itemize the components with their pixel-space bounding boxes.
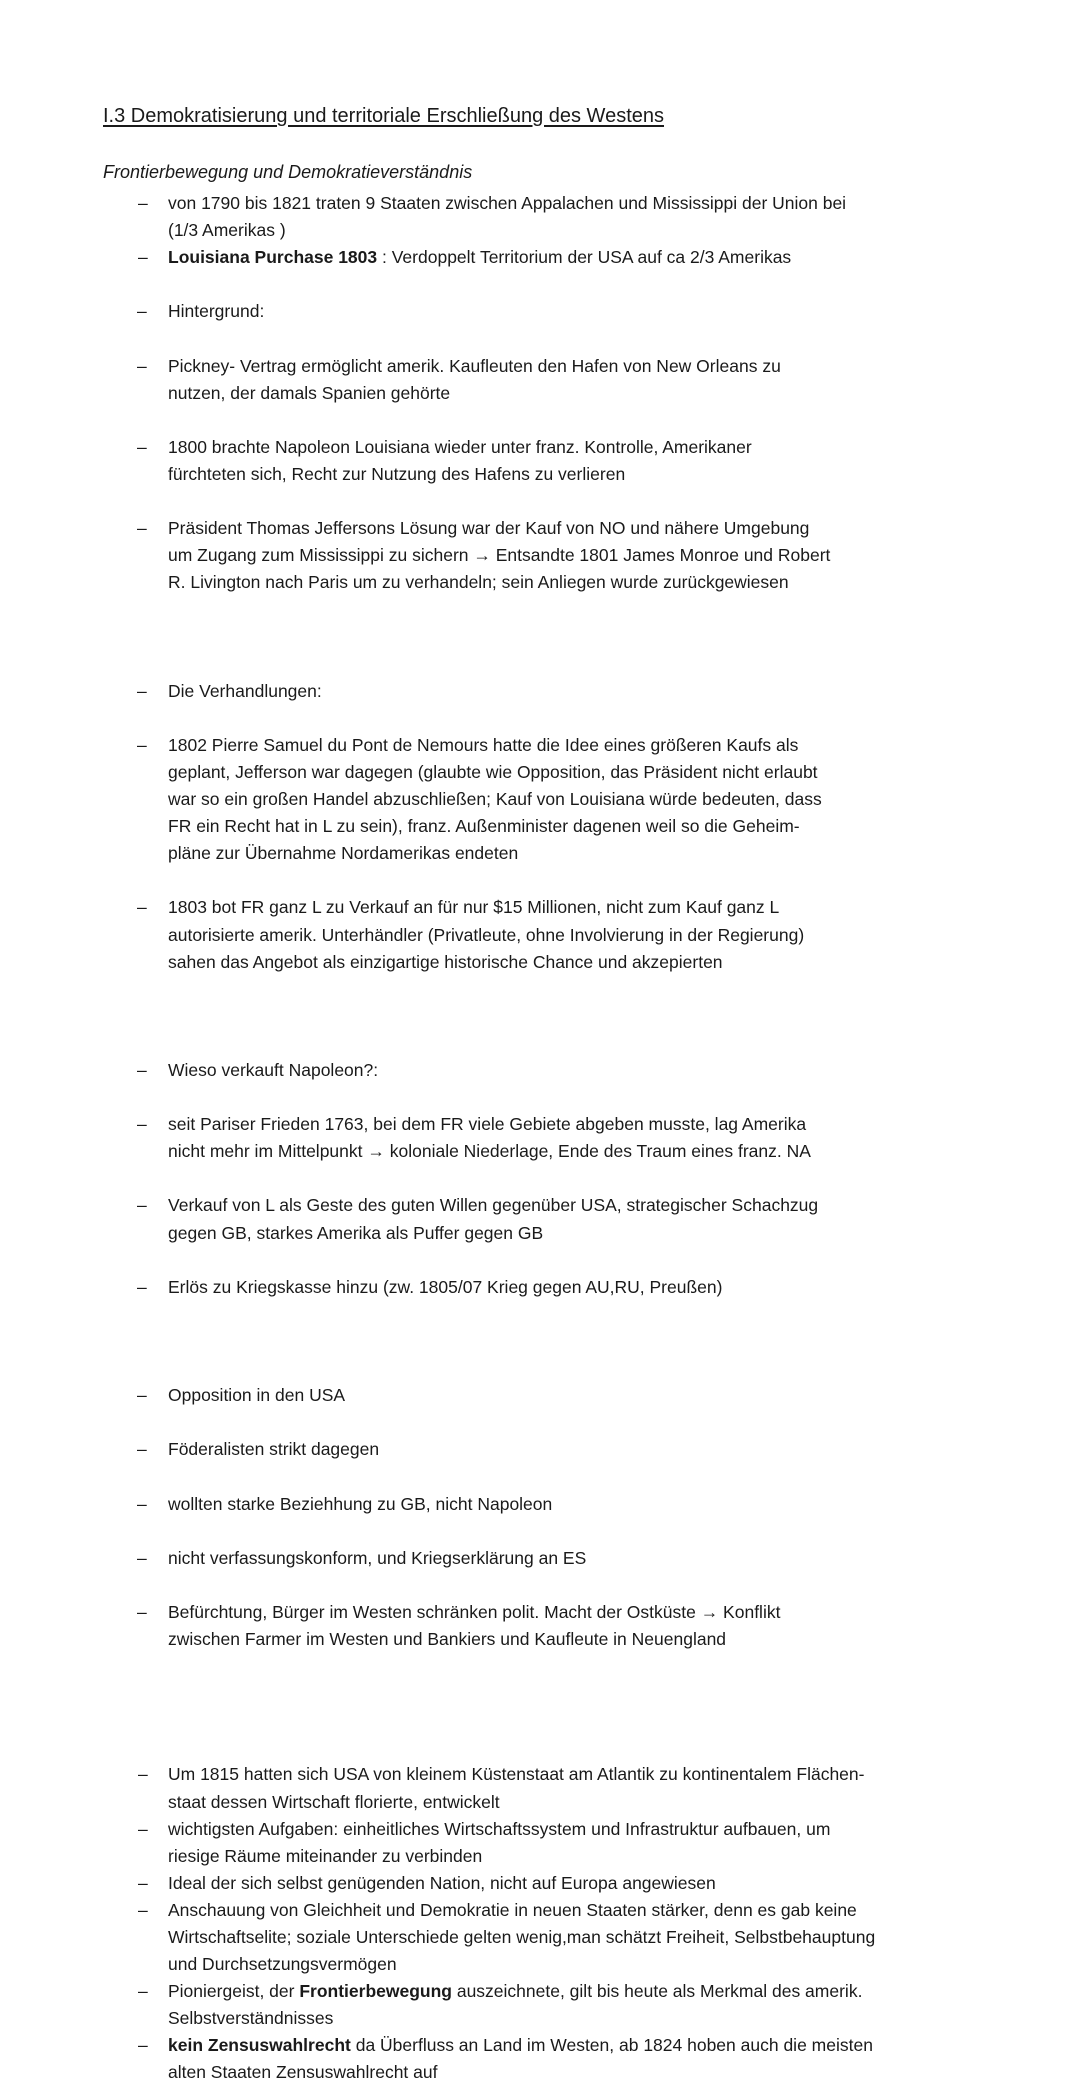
bullet-list-level-3: [137, 1409, 998, 1680]
bullet-list-level-3: [137, 1084, 998, 1328]
bullet-dash: –: [137, 1385, 147, 1406]
bullet-dash: –: [137, 1195, 147, 1216]
bullet-dash: –: [138, 1818, 148, 1839]
bullet-dash: –: [137, 897, 147, 918]
bullet-dash: –: [138, 2035, 148, 2056]
list-item: – wollten starke Beziehhung zu GB, nicht Napoleon: [168, 1491, 998, 1518]
list-item: – Hintergrund: – Pickney- Vertrag ermöglicht amerik. Kaufleuten den Hafen von New Orleans zu nutzen, der damals Spanien gehörte – 1800 brachte Napoleon Louisiana wieder unter franz. Kontrolle, Amerikaner fürchteten sich, Recht zur Nutzung des Hafens zu verlieren – Präsident Thomas Jeffersons Lösung war der Kauf von NO und nähere Umgebung um Zugang zum Mississippi zu sichern → Entsandte 1801 James Monroe und Robert R. Livington nach Paris um zu verhandeln; sein Anliegen wurde zurückgewiesen: [168, 298, 998, 650]
bullet-list-level-2: [137, 271, 998, 1734]
bullet-dash: –: [138, 193, 148, 213]
bullet-dash: –: [137, 734, 147, 755]
bullet-dash: –: [137, 436, 147, 457]
bullet-dash: –: [137, 301, 147, 322]
list-item: – Anschauung von Gleichheit und Demokratie in neuen Staaten stärker, denn es gab keine Wirtschaftselite; soziale Unterschiede gelten wenig,man schätzt Freiheit, Selbstbehauptung und Durchsetzungsvermögen: [168, 1897, 998, 1978]
list-item: – Pickney- Vertrag ermöglicht amerik. Kaufleuten den Hafen von New Orleans zu nutzen, der damals Spanien gehörte: [168, 353, 998, 407]
section-subheading: Frontierbewegung und Demokratieverständnis: [103, 162, 473, 182]
list-item: – Präsident Thomas Jeffersons Lösung war der Kauf von NO und nähere Umgebung um Zugang zum Mississippi zu sichern → Entsandte 1801 James Monroe und Robert R. Livington nach Paris um zu verhandeln; sein Anliegen wurde zurückgewiesen: [168, 515, 998, 596]
bullet-dash: –: [137, 1547, 147, 1568]
bullet-list-level-1: [137, 190, 998, 2087]
list-item: – Verkauf von L als Geste des guten Willen gegenüber USA, strategischer Schachzug gegen GB, starkes Amerika als Puffer gegen GB: [168, 1192, 998, 1246]
bullet-dash: –: [137, 1114, 147, 1135]
list-item: – Ideal der sich selbst genügenden Nation, nicht auf Europa angewiesen: [168, 1870, 998, 1897]
bullet-dash: –: [138, 247, 148, 268]
bullet-dash: –: [137, 1493, 147, 1514]
list-item: – Erlös zu Kriegskasse hinzu (zw. 1805/07 Krieg gegen AU,RU, Preußen): [168, 1274, 998, 1301]
list-item: – Die Verhandlungen: – 1802 Pierre Samuel du Pont de Nemours hatte die Idee eines größeren Kaufs als geplant, Jefferson war dagegen (glaubte wie Opposition, das Präsident nicht erlaubt war so ein großen Handel abzuschließen; Kauf von Louisiana würde bedeuten, dass FR ein Recht hat in L zu sein), franz. Außenminister dagenen weil so die Geheim- pläne zur Übernahme Nordamerikas endeten – 1803 bot FR ganz L zu Verkauf an für nur $15 Millionen, nicht zum Kauf ganz L autorisierte amerik. Unterhändler (Privatleute, ohne Involvierung in der Regierung) sahen das Angebot als einzigartige historische Chance und akzepierten: [168, 678, 998, 1030]
list-item: – kein Zensuswahlrecht da Überfluss an Land im Westen, ab 1824 hoben auch die meisten alten Staaten Zensuswahlrecht auf: [168, 2032, 998, 2086]
bullet-dash: –: [137, 680, 147, 701]
list-item: – 1803 bot FR ganz L zu Verkauf an für nur $15 Millionen, nicht zum Kauf ganz L autorisierte amerik. Unterhändler (Privatleute, ohne Involvierung in der Regierung) sahen das Angebot als einzigartige historische Chance und akzepierten: [168, 894, 998, 975]
bullet-dash: –: [138, 1899, 148, 1920]
list-item: – seit Pariser Frieden 1763, bei dem FR viele Gebiete abgeben musste, lag Amerika nicht mehr im Mittelpunkt → koloniale Niederlage, Ende des Traum eines franz. NA: [168, 1111, 998, 1165]
list-item: – Föderalisten strikt dagegen: [168, 1436, 998, 1463]
list-item: – Louisiana Purchase 1803 : Verdoppelt Territorium der USA auf ca 2/3 Amerikas – Hintergrund: – Pickney- Vertrag ermöglicht amerik. Kaufleuten den Hafen von New Orleans zu nutzen, der damals Spanien gehörte – 1800 brachte Napoleon Louisiana wieder unter franz. Kontrolle, Amerikaner fürchteten sich, Recht zur Nutzung des Hafens zu verlieren – Präsident Thomas Jeffersons Lösung war der Kauf von NO und nähere Umgebung um Zugang zum Mississippi zu sichern → Entsandte 1801 James Monroe und Robert R. Livington nach Paris um zu verhandeln; sein Anliegen wurde zurückgewiesen – Die Verhandlungen: – 1802 Pierre Samuel du Pont de Nemours hatte die Idee eines größeren Kaufs als geplant, Jefferson war dagegen (glaubte wie Opposition, das Präsident nicht erlaubt war so ein großen Handel abzuschließen; Kauf von Louisiana würde bedeuten, dass FR ein Recht hat in L zu sein), franz. Außenminister dagenen weil so die Geheim- pläne zur Übernahme Nordamerikas endeten – 1803 bot FR ganz L zu Verkauf an für nur $15 Millionen, nicht zum Kauf ganz L autorisierte amerik. Unterhändler (Privatleute, ohne Involvierung in der Regierung) sahen das Angebot als einzigartige historische Chance und akzepierten – Wieso verkauft Napoleon?: – seit Pariser Frieden 1763, bei dem FR viele Gebiete abgeben musste, lag Amerika nicht mehr im Mittelpunkt → koloniale Niederlage, Ende des Traum eines franz. NA – Verkauf von L als Geste des guten Willen gegenüber USA, strategischer Schachzug gegen GB, starkes Amerika als Puffer gegen GB – Erlös zu Kriegskasse hinzu (zw. 1805/07 Krieg gegen AU,RU, Preußen) – Opposition in den USA – Föderalisten strikt dagegen – wollten starke Beziehhung zu GB, nicht Napoleon – nicht verfassungskonform, und Kriegserklärung an ES – Befürchtung, Bürger im Westen schränken polit. Macht der Ostküste → Konflikt zwischen Farmer im Westen und Bankiers und Kaufleute in Neuengland: [168, 244, 998, 1761]
list-item: – Pioniergeist, der Frontierbewegung auszeichnete, gilt bis heute als Merkmal des amerik. Selbstverständnisses: [168, 1978, 998, 2032]
bullet-dash: –: [137, 355, 147, 376]
bullet-dash: –: [138, 1872, 148, 1893]
list-item: – Opposition in den USA – Föderalisten strikt dagegen – wollten starke Beziehhung zu GB, nicht Napoleon – nicht verfassungskonform, und Kriegserklärung an ES – Befürchtung, Bürger im Westen schränken polit. Macht der Ostküste → Konflikt zwischen Farmer im Westen und Bankiers und Kaufleute in Neuengland: [168, 1382, 998, 1707]
list-item: – nicht verfassungskonform, und Kriegserklärung an ES: [168, 1545, 998, 1572]
list-item: – Um 1815 hatten sich USA von kleinem Küstenstaat am Atlantik zu kontinentalem Flächen- staat dessen Wirtschaft florierte, entwickelt: [168, 1761, 998, 1815]
bullet-dash: –: [138, 1981, 148, 2002]
list-item: – 1802 Pierre Samuel du Pont de Nemours hatte die Idee eines größeren Kaufs als geplant, Jefferson war dagegen (glaubte wie Opposition, das Präsident nicht erlaubt war so ein großen Handel abzuschließen; Kauf von Louisiana würde bedeuten, dass FR ein Recht hat in L zu sein), franz. Außenminister dagenen weil so die Geheim- pläne zur Übernahme Nordamerikas endeten: [168, 732, 998, 867]
list-item: – 1800 brachte Napoleon Louisiana wieder unter franz. Kontrolle, Amerikaner fürchteten sich, Recht zur Nutzung des Hafens zu verlieren: [168, 434, 998, 488]
section-heading: I.3 Demokratisierung und territoriale Erschließung des Westens: [103, 105, 664, 127]
bullet-dash: –: [137, 1276, 147, 1297]
list-item: – wichtigsten Aufgaben: einheitliches Wirtschaftssystem und Infrastruktur aufbauen, um riesige Räume miteinander zu verbinden: [168, 1816, 998, 1870]
list-item: – von 1790 bis 1821 traten 9 Staaten zwischen Appalachen und Mississippi der Union bei (1/3 Amerikas ): [168, 190, 998, 244]
bullet-dash: –: [137, 1439, 147, 1460]
bullet-dash: –: [137, 1601, 147, 1622]
list-item: – Wieso verkauft Napoleon?: – seit Pariser Frieden 1763, bei dem FR viele Gebiete abgeben musste, lag Amerika nicht mehr im Mittelpunkt → koloniale Niederlage, Ende des Traum eines franz. NA – Verkauf von L als Geste des guten Willen gegenüber USA, strategischer Schachzug gegen GB, starkes Amerika als Puffer gegen GB – Erlös zu Kriegskasse hinzu (zw. 1805/07 Krieg gegen AU,RU, Preußen): [168, 1057, 998, 1355]
bullet-dash: –: [137, 1060, 147, 1080]
bullet-dash: –: [138, 1764, 148, 1785]
list-item: – Befürchtung, Bürger im Westen schränken polit. Macht der Ostküste → Konflikt zwischen Farmer im Westen und Bankiers und Kaufleute in Neuengland: [168, 1599, 998, 1653]
bullet-list-level-3: [137, 705, 998, 1003]
bullet-list-level-3: [137, 325, 998, 623]
bullet-dash: –: [137, 518, 147, 539]
